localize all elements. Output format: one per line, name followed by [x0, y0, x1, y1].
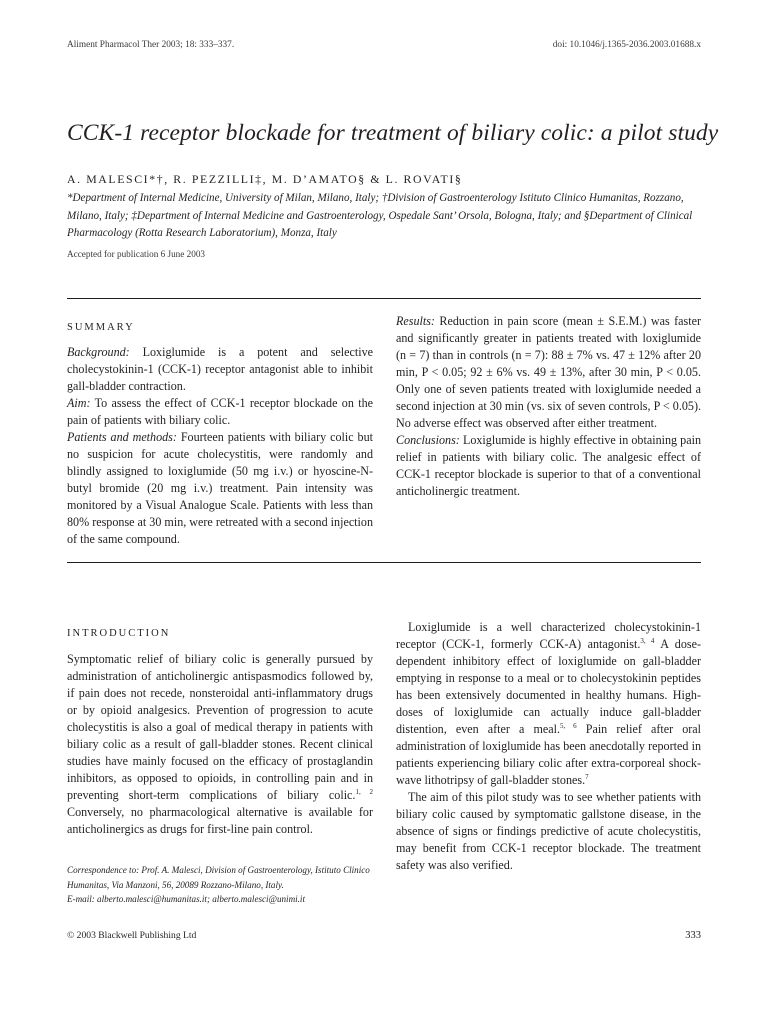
- summary-left-column: [67, 322, 373, 548]
- copyright-notice: © 2003 Blackwell Publishing Ltd: [67, 930, 197, 941]
- citation-ref: 3, 4: [640, 636, 655, 645]
- results-paragraph: [396, 313, 701, 432]
- methods-paragraph: [67, 429, 373, 548]
- intro-para1-text: Symptomatic relief of biliary colic is generally pursued by administration of anticholinergic antispasmodics followed by, if pain does not recede, nonsteroidal anti-inflammatory drugs or by opioid analgesics. Prevention of progression to acute cholecystitis is also a goal of medical therapy in patients with biliary colic as a result of gall-bladder stones. Recent clinical studies have mainly focused on the efficacy of prostaglandin inhibitors, as opposed to opioids, in controlling pain and in preventing short-term complications of biliary colic.: [67, 652, 373, 802]
- summary-text-left: [67, 344, 373, 548]
- background-text: Loxiglumide is a potent and selective cholecystokinin-1 (CCK-1) receptor antagonist able to inhibit gall-bladder contraction.: [67, 345, 373, 393]
- correspondence-email: E-mail: alberto.malesci@humanitas.it; alberto.malesci@unimi.it: [67, 894, 305, 905]
- author-list: A. MALESCI*†, R. PEZZILLI‡, M. D’AMATO§ & L. ROVATI§: [67, 172, 463, 186]
- aim-paragraph: [67, 395, 373, 429]
- results-text: Reduction in pain score (mean ± S.E.M.) was faster and significantly greater in patients treated with loxiglumide (n = 7) than in controls (n = 7): 88 ± 7% vs. 47 ± 12% after 20 min, P < 0.05; 92 ± 6% vs. 49 ± 13%, after 30 min, P < 0.05. Only one of seven patients treated with loxiglumide needed a second injection at 30 min (vs. six of seven controls, P < 0.05). No adverse effect was observed after either treatment.: [396, 314, 701, 430]
- correspondence-address: Correspondence to: Prof. A. Malesci, Division of Gastroenterology, Istituto Clinico Humanitas, Via Manzoni, 56, 20089 Rozzano-Milano, Italy.: [67, 865, 370, 890]
- intro-paragraph-3: The aim of this pilot study was to see whether patients with biliary colic caused by symptomatic gallstone disease, in the absence of signs or findings predictive of acute cholecystitis, may benefit from CCK-1 receptor blockade. The treatment safety was also verified.: [396, 790, 701, 872]
- paper-title: CCK-1 receptor blockade for treatment of biliary colic: a pilot study: [67, 120, 719, 146]
- conclusions-paragraph: [396, 432, 701, 500]
- intro-left-column: [67, 628, 373, 838]
- conclusions-label: Conclusions:: [396, 433, 460, 447]
- results-label: Results:: [396, 314, 435, 328]
- background-paragraph: [67, 344, 373, 395]
- methods-text: Fourteen patients with biliary colic but no suspicion for acute cholecystitis, were randomly and blindly assigned to loxiglumide (50 mg i.v.) or hyoscine-N-butyl bromide (20 mg i.v.) treatment. Pain intensity was monitored by a Visual Analogue Scale. Patients with less than 80% response at 30 min, were retreated with a second injection of the same compound.: [67, 430, 373, 546]
- conclusions-text: Loxiglumide is highly effective in obtaining pain relief in patients with biliary colic. The analgesic effect of CCK-1 receptor blockade is superior to that of a conventional anticholinergic treatment.: [396, 433, 701, 498]
- citation-ref: 5, 6: [560, 721, 577, 730]
- summary-bottom-rule: [67, 562, 701, 563]
- intro-para2-text-b: A dose-dependent inhibitory effect of loxiglumide on gall-bladder emptying in response to a meal or to cholecystokinin peptides has been extensively documented in healthy humans. High-doses of loxiglumide can actually induce gall-bladder distention, even after a meal.: [396, 637, 702, 736]
- citation-ref: 7: [585, 772, 589, 781]
- affiliations: *Department of Internal Medicine, University of Milan, Milano, Italy; †Division of Gastroenterology Istituto Clinico Humanitas, Rozzano, Milano, Italy; ‡Department of Internal Medicine and Gastroenterology, Ospedale Sant’ Orsola, Bologna, Italy; and §Department of Clinical Pharmacology (Rotta Research Laboratorium), Monza, Italy: [67, 192, 693, 240]
- introduction-heading: INTRODUCTION: [67, 628, 171, 639]
- intro-paragraph-2: [396, 619, 701, 789]
- methods-label: Patients and methods:: [67, 430, 177, 444]
- journal-citation: Aliment Pharmacol Ther 2003; 18: 333–337.: [67, 40, 235, 50]
- page-number: 333: [685, 930, 701, 941]
- aim-label: Aim:: [67, 396, 91, 410]
- running-header: [67, 40, 701, 56]
- accepted-date: Accepted for publication 6 June 2003: [67, 249, 206, 259]
- background-label: Background:: [67, 345, 130, 359]
- intro-paragraph-1: [67, 651, 373, 838]
- intro-para2-text-c: Pain relief after oral administration of loxiglumide has been anecdotally reported in patients experiencing biliary colic after extra-corporeal shock-wave lithotripsy of gall-bladder stones.: [396, 722, 702, 787]
- aim-text: To assess the effect of CCK-1 receptor blockade on the pain of patients with biliary colic.: [67, 396, 373, 427]
- correspondence-footnote: [67, 863, 379, 907]
- doi: doi: 10.1046/j.1365-2036.2003.01688.x: [552, 40, 701, 50]
- intro-right-column: [396, 619, 701, 874]
- summary-heading: SUMMARY: [67, 322, 135, 333]
- summary-right-column: [396, 313, 701, 500]
- intro-para2-text: Loxiglumide is a well characterized cholecystokinin-1 receptor (CCK-1, formerly CCK-A) antagonist.: [396, 620, 701, 651]
- summary-top-rule: [67, 298, 701, 299]
- citation-ref: 1, 2: [355, 787, 373, 796]
- intro-para1-text-cont: Conversely, no pharmacological alternative is available for anticholinergics as drugs for first-line pain control.: [67, 805, 373, 836]
